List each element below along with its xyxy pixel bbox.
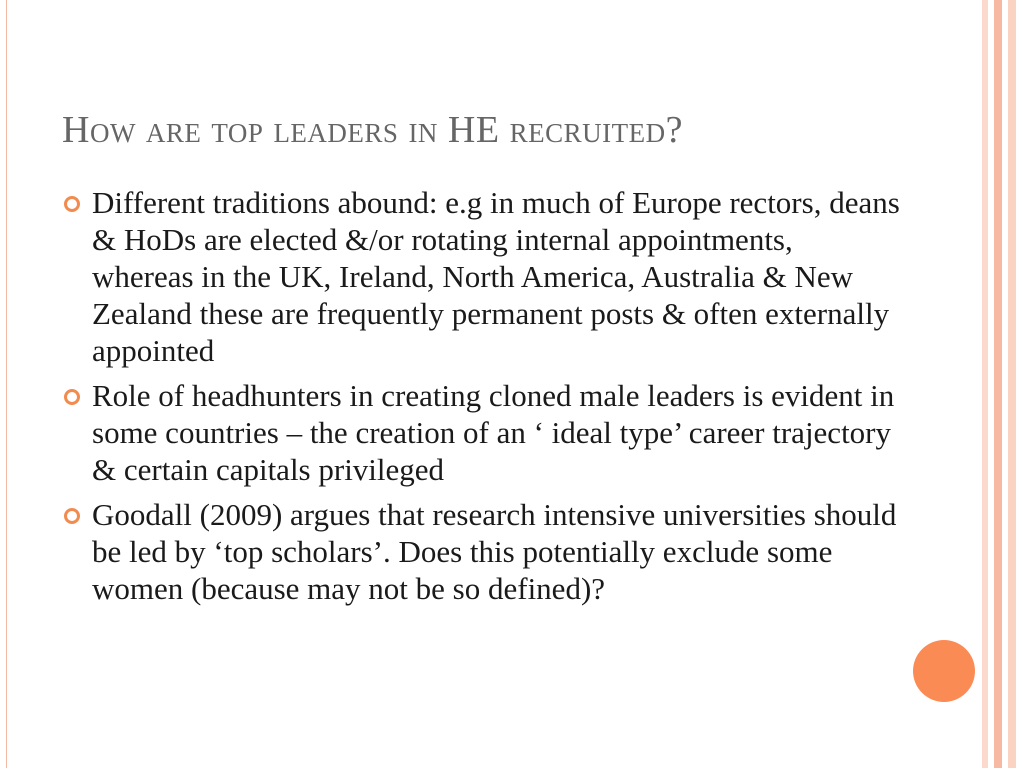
bullet-item	[62, 377, 902, 488]
ring-bullet-icon	[64, 196, 80, 212]
bullet-item	[62, 184, 902, 369]
bullet-text: Goodall (2009) argues that research intensive universities should be led by ‘top scholars’. Does this potentially exclude some women (because may not be so defined)?	[92, 497, 897, 606]
bullet-list	[62, 184, 902, 615]
slide-title: How are top leaders in HE recruited?	[62, 109, 683, 151]
bullet-text: Role of headhunters in creating cloned male leaders is evident in some countries – the creation of an ‘ ideal type’ career trajectory & certain capitals privileged	[92, 378, 895, 487]
ring-bullet-icon	[64, 508, 80, 524]
bullet-text: Different traditions abound: e.g in much of Europe rectors, deans & HoDs are elected &/or rotating internal appointments, whereas in the UK, Ireland, North America, Australia & New Zealand these are frequently permanent posts & often externally appointed	[92, 185, 900, 368]
edge-stripes-decoration	[978, 0, 1024, 768]
ring-bullet-icon	[64, 389, 80, 405]
bullet-item	[62, 496, 902, 607]
orange-circle-decoration	[913, 640, 975, 702]
